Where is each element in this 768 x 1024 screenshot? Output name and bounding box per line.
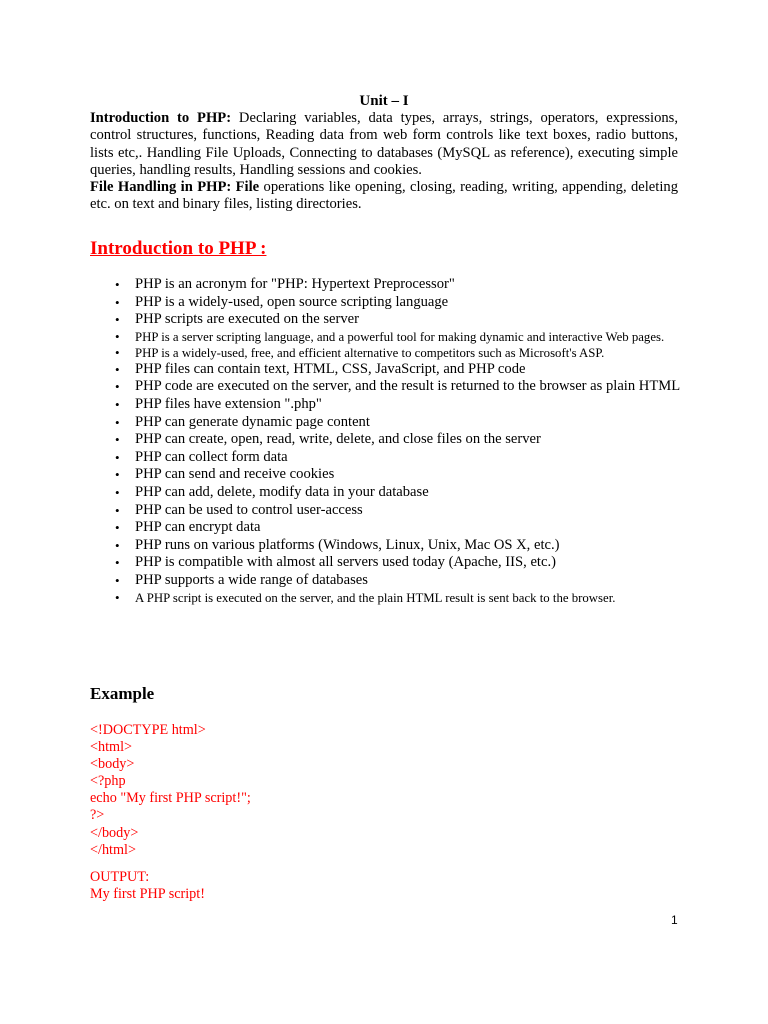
bullet-item: • PHP can create, open, read, write, delete, and close files on the server — [135, 431, 695, 449]
syllabus-file-label: File Handling in PHP: File — [90, 179, 260, 196]
bullet-item: • PHP can be used to control user-access — [135, 502, 695, 520]
code-line: <html> — [90, 739, 133, 756]
bullet-item: • PHP is a server scripting language, and a powerful tool for making dynamic and interactive Web pages. — [135, 329, 695, 345]
output-text: My first PHP script! — [90, 886, 205, 903]
bullet-item: • PHP is compatible with almost all servers used today (Apache, IIS, etc.) — [135, 554, 695, 572]
bullet-item: • A PHP script is executed on the server, and the plain HTML result is sent back to the browser. — [135, 590, 695, 606]
code-example — [90, 722, 251, 859]
bullet-item: • PHP can add, delete, modify data in your database — [135, 484, 695, 502]
bullet-item: • PHP code are executed on the server, and the result is returned to the browser as plain HTML — [135, 378, 695, 396]
syllabus-block — [90, 110, 678, 214]
bullet-item: • PHP can generate dynamic page content — [135, 414, 695, 432]
bullet-item: • PHP is an acronym for "PHP: Hypertext Preprocessor" — [135, 276, 695, 294]
bullet-item: • PHP is a widely-used, open source scripting language — [135, 294, 695, 312]
code-line: </html> — [90, 841, 136, 858]
code-line: echo "My first PHP script!"; — [90, 790, 251, 807]
output-block — [90, 869, 205, 903]
bullet-item: • PHP is a widely-used, free, and efficient alternative to competitors such as Microsoft's ASP. — [135, 345, 695, 361]
code-line: ?> — [90, 807, 105, 824]
syllabus-file-paragraph — [90, 179, 678, 214]
syllabus-intro-label: Introduction to PHP: — [90, 110, 232, 126]
example-heading: Example — [90, 684, 155, 703]
code-line: <body> — [90, 756, 135, 773]
feature-bullet-list — [135, 276, 695, 606]
unit-title: Unit – I — [359, 93, 409, 109]
syllabus-file-text: operations like opening, closing, reading, writing, appending, deleting etc. on text and binary files, listing directories. — [90, 179, 678, 213]
syllabus-intro-text: Declaring variables, data types, arrays, strings, operators, expressions, control structures, functions, Reading data from web form controls like text boxes, radio buttons, lists etc,. Handling File Uploads, Connecting to databases (MySQL as reference), executing simple queries, handling results, Handling sessions and cookies. — [90, 110, 678, 178]
intro-heading: Introduction to PHP : — [90, 238, 267, 259]
bullet-item: • PHP can send and receive cookies — [135, 466, 695, 484]
code-line: <?php — [90, 773, 126, 790]
bullet-item: • PHP files have extension ".php" — [135, 396, 695, 414]
output-label: OUTPUT: — [90, 869, 150, 885]
code-line: <!DOCTYPE html> — [90, 722, 206, 738]
bullet-item: • PHP can encrypt data — [135, 519, 695, 537]
bullet-item: • PHP supports a wide range of databases — [135, 572, 695, 590]
bullet-item: • PHP files can contain text, HTML, CSS, JavaScript, and PHP code — [135, 361, 695, 379]
page-number: 1 — [671, 913, 678, 927]
bullet-item: • PHP can collect form data — [135, 449, 695, 467]
syllabus-intro-paragraph — [90, 110, 678, 179]
bullet-item: • PHP scripts are executed on the server — [135, 311, 695, 329]
code-line: </body> — [90, 824, 139, 841]
bullet-item: • PHP runs on various platforms (Windows, Linux, Unix, Mac OS X, etc.) — [135, 537, 695, 555]
